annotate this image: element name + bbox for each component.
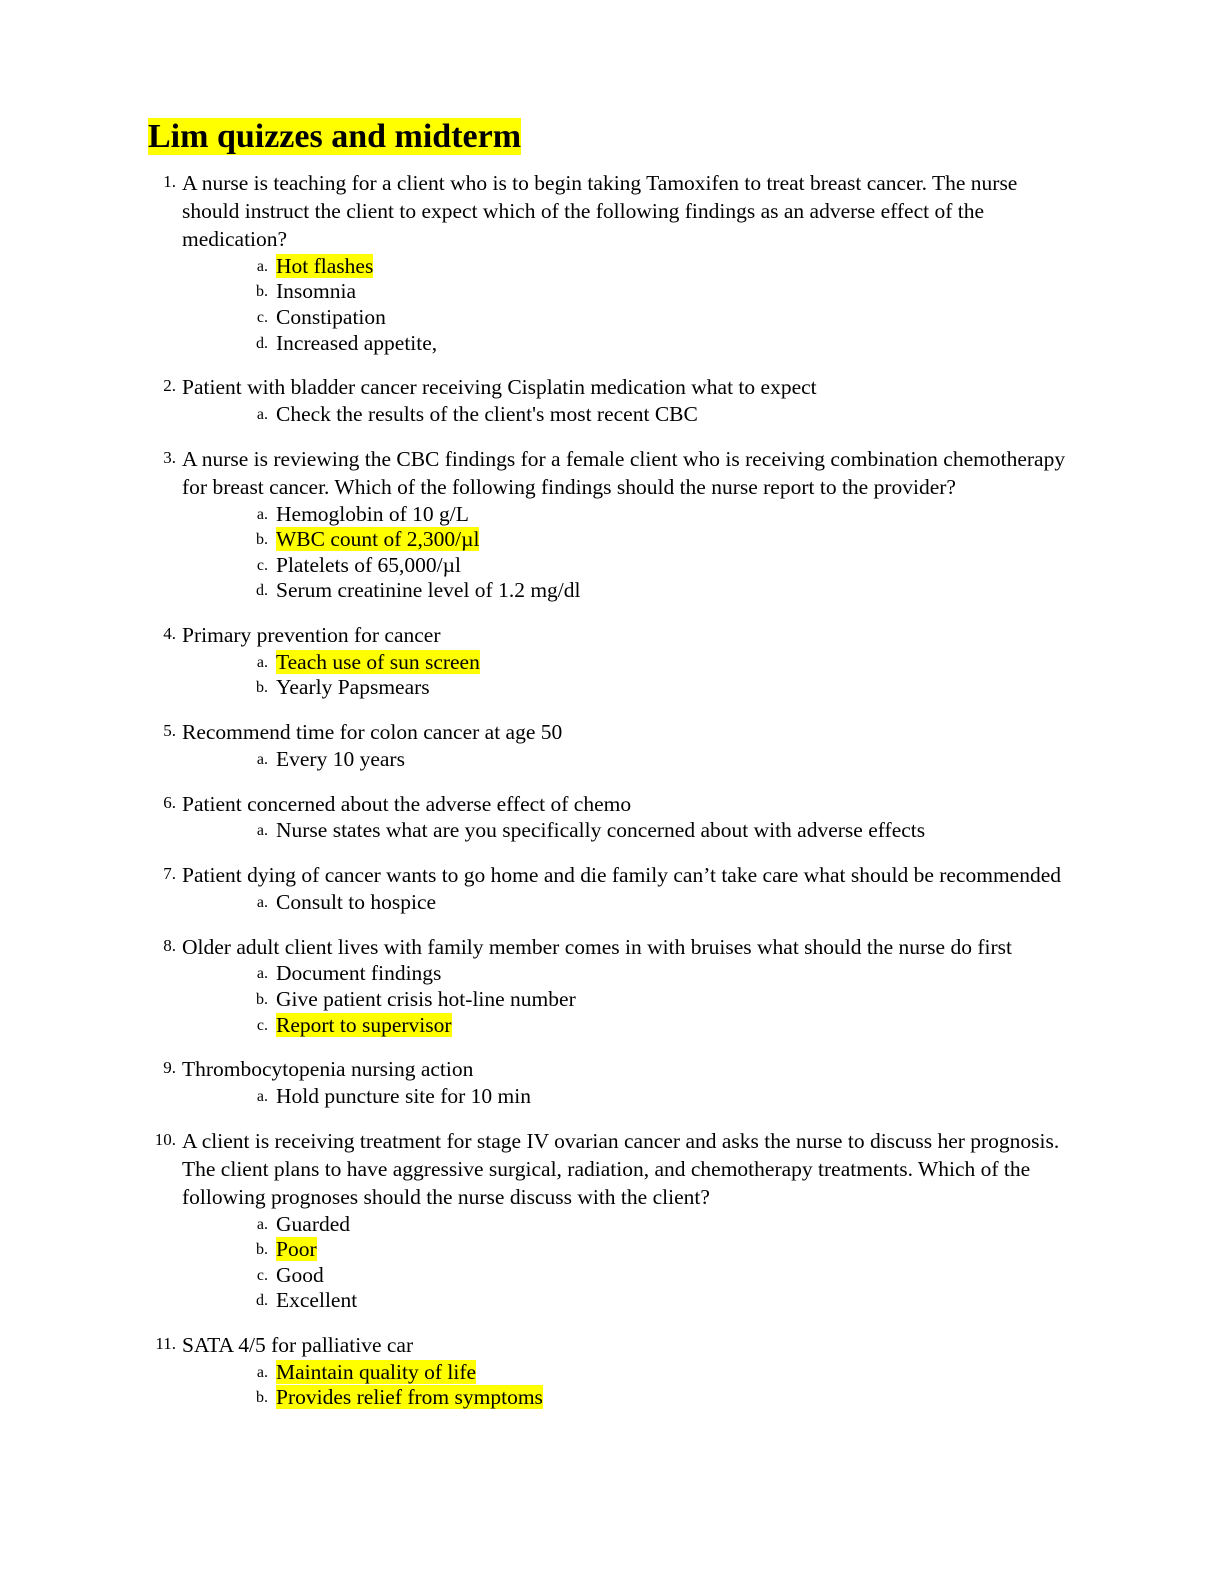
answer-label: a. — [256, 1215, 268, 1233]
answer-text-highlighted: Maintain quality of life — [276, 1359, 477, 1384]
answer-list — [182, 1360, 1074, 1411]
question-number: 11. — [155, 1333, 176, 1353]
answer-list — [182, 254, 1074, 356]
answer-list — [182, 502, 1074, 604]
answer-label: c. — [256, 309, 268, 327]
answer-text-highlighted: Report to supervisor — [276, 1012, 452, 1037]
answer-text: Serum creatinine level of 1.2 mg/dl — [276, 578, 581, 603]
answer-option[interactable] — [246, 331, 1074, 357]
question-item — [148, 719, 1074, 773]
answer-option[interactable] — [246, 818, 1074, 844]
question-text: A nurse is reviewing the CBC findings for a female client who is receiving combination chemotherapy for breast cancer. Which of the following findings should the nurse report to the provider? — [182, 446, 1066, 499]
answer-text: Constipation — [276, 305, 386, 330]
answer-option[interactable] — [246, 1263, 1074, 1289]
answer-list — [182, 890, 1074, 916]
question-text: Thrombocytopenia nursing action — [182, 1057, 474, 1082]
answer-option[interactable] — [246, 1237, 1074, 1263]
question-item — [148, 1332, 1074, 1411]
answer-text: Excellent — [276, 1288, 358, 1313]
answer-option[interactable] — [246, 553, 1074, 579]
answer-label: a. — [256, 406, 268, 424]
answer-label: d. — [256, 334, 268, 352]
answer-text: Give patient crisis hot-line number — [276, 987, 576, 1012]
answer-list — [182, 818, 1074, 844]
answer-text: Platelets of 65,000/µl — [276, 552, 461, 577]
answer-list — [182, 1084, 1074, 1110]
answer-label: a. — [256, 653, 268, 671]
answer-text: Insomnia — [276, 279, 357, 304]
page-title — [148, 118, 521, 156]
question-number: 10. — [154, 1129, 176, 1149]
answer-option[interactable] — [246, 1385, 1074, 1411]
answer-option[interactable] — [246, 502, 1074, 528]
question-item — [148, 934, 1074, 1039]
question-item — [148, 446, 1074, 604]
answer-text-highlighted: Hot flashes — [276, 253, 374, 278]
question-text: A client is receiving treatment for stage IV ovarian cancer and asks the nurse to discuss her prognosis. The client plans to have aggressive surgical, radiation, and chemotherapy treatments. Which of the following prognoses should the nurse discuss with the client? — [182, 1128, 1060, 1209]
answer-label: a. — [256, 505, 268, 523]
answer-label: b. — [256, 283, 268, 301]
question-item — [148, 374, 1074, 428]
question-text: Older adult client lives with family member comes in with bruises what should the nurse do first — [182, 934, 1012, 959]
question-number: 4. — [163, 623, 176, 643]
answer-option[interactable] — [246, 987, 1074, 1013]
question-text: SATA 4/5 for palliative car — [182, 1332, 414, 1357]
answer-text: Consult to hospice — [276, 889, 437, 914]
answer-option[interactable] — [246, 578, 1074, 604]
answer-option[interactable] — [246, 890, 1074, 916]
answer-option[interactable] — [246, 1360, 1074, 1386]
question-number: 3. — [163, 447, 176, 467]
answer-option[interactable] — [246, 279, 1074, 305]
answer-text-highlighted: WBC count of 2,300/µl — [276, 527, 480, 552]
answer-label: a. — [256, 1088, 268, 1106]
answer-text: Document findings — [276, 961, 442, 986]
page-title-text: Lim quizzes and midterm — [148, 118, 522, 155]
answer-label: d. — [256, 1292, 268, 1310]
answer-option[interactable] — [246, 1084, 1074, 1110]
answer-text: Guarded — [276, 1211, 351, 1236]
question-number: 6. — [163, 792, 176, 812]
answer-label: c. — [256, 556, 268, 574]
answer-text: Yearly Papsmears — [276, 675, 430, 700]
question-text: Patient with bladder cancer receiving Cisplatin medication what to expect — [182, 375, 817, 400]
question-number: 9. — [163, 1058, 176, 1078]
question-number: 2. — [163, 376, 176, 396]
question-item — [148, 622, 1074, 701]
question-number: 5. — [163, 721, 176, 740]
answer-text-highlighted: Poor — [276, 1237, 317, 1262]
answer-text: Good — [276, 1262, 324, 1287]
answer-text: Increased appetite, — [276, 330, 438, 355]
answer-option[interactable] — [246, 1013, 1074, 1039]
answer-option[interactable] — [246, 961, 1074, 987]
answer-label: a. — [256, 1363, 268, 1381]
answer-label: a. — [256, 965, 268, 983]
answer-option[interactable] — [246, 747, 1074, 773]
answer-label: c. — [256, 1266, 268, 1284]
answer-label: b. — [256, 1241, 268, 1259]
answer-option[interactable] — [246, 650, 1074, 676]
answer-option[interactable] — [246, 1212, 1074, 1238]
question-number: 1. — [163, 172, 176, 192]
answer-text: Nurse states what are you specifically concerned about with adverse effects — [276, 818, 926, 843]
answer-text-highlighted: Teach use of sun screen — [276, 649, 480, 674]
question-item — [148, 1128, 1074, 1314]
answer-label: b. — [256, 679, 268, 697]
answer-option[interactable] — [246, 402, 1074, 428]
answer-label: a. — [256, 822, 268, 840]
question-item — [148, 1056, 1074, 1110]
answer-option[interactable] — [246, 305, 1074, 331]
answer-text: Hemoglobin of 10 g/L — [276, 501, 469, 526]
question-number: 7. — [163, 864, 176, 884]
answer-label: a. — [256, 893, 268, 911]
answer-label: c. — [256, 1016, 268, 1034]
answer-list — [182, 961, 1074, 1038]
question-item — [148, 170, 1074, 356]
question-item — [148, 862, 1074, 916]
answer-label: a. — [256, 750, 268, 768]
answer-label: b. — [256, 1389, 268, 1407]
answer-text: Check the results of the client's most recent CBC — [276, 402, 698, 427]
question-text: Primary prevention for cancer — [182, 622, 441, 647]
answer-label: a. — [256, 257, 268, 275]
answer-label: b. — [256, 991, 268, 1009]
answer-option[interactable] — [246, 1288, 1074, 1314]
answer-label: b. — [256, 531, 268, 549]
answer-option[interactable] — [246, 675, 1074, 701]
question-text: Patient concerned about the adverse effect of chemo — [182, 791, 632, 816]
question-list — [148, 170, 1074, 1411]
question-text: Patient dying of cancer wants to go home and die family can’t take care what should be recommended — [182, 863, 1062, 888]
answer-text: Every 10 years — [276, 746, 405, 771]
answer-list — [182, 747, 1074, 773]
answer-list — [182, 1212, 1074, 1314]
question-text: A nurse is teaching for a client who is to begin taking Tamoxifen to treat breast cancer. The nurse should instruct the client to expect which of the following findings as an adverse effect of the medication? — [182, 171, 1018, 251]
answer-list — [182, 402, 1074, 428]
answer-option[interactable] — [246, 527, 1074, 553]
answer-text-highlighted: Provides relief from symptoms — [276, 1385, 543, 1410]
question-item — [148, 791, 1074, 845]
question-text: Recommend time for colon cancer at age 50 — [182, 720, 563, 744]
answer-option[interactable] — [246, 254, 1074, 280]
answer-list — [182, 650, 1074, 701]
question-number: 8. — [163, 935, 176, 955]
answer-text: Hold puncture site for 10 min — [276, 1084, 531, 1109]
answer-label: d. — [256, 582, 268, 600]
